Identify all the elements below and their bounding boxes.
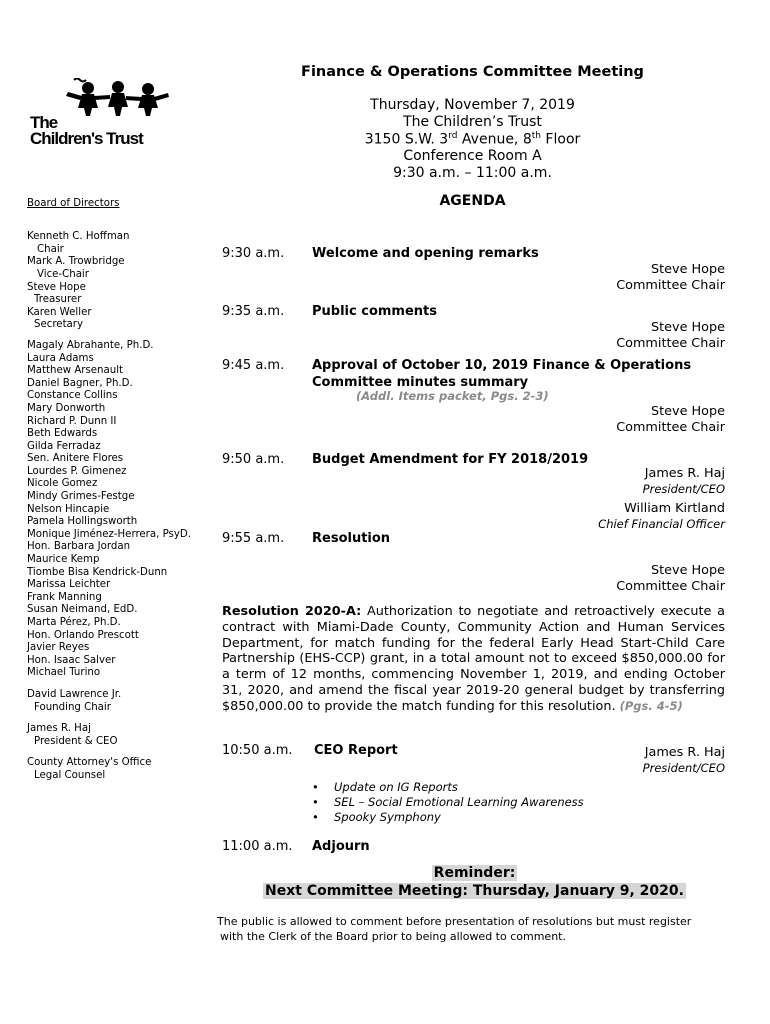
officer-name: Karen Weller <box>27 306 92 318</box>
board-member: Javier Reyes <box>27 642 90 654</box>
childrens-trust-logo <box>30 78 170 150</box>
agenda-item-title: Public comments <box>312 304 437 319</box>
board-member: Monique Jiménez-Herrera, PsyD. <box>27 528 191 540</box>
founding-name: David Lawrence Jr. <box>27 688 122 700</box>
counsel-role: Legal Counsel <box>34 769 106 781</box>
officer-name: Mark A. Trowbridge <box>27 256 125 268</box>
agenda-heading: AGENDA <box>439 193 506 209</box>
board-member: Richard P. Dunn II <box>27 415 117 427</box>
board-member: Hon. Isaac Salver <box>27 654 116 666</box>
members-list <box>27 340 212 680</box>
agenda-item-title: Adjourn <box>312 839 370 854</box>
board-member: Hon. Barbara Jordan <box>27 541 131 553</box>
board-member: Pamela Hollingsworth <box>27 516 138 528</box>
agenda-item-presenter <box>643 466 725 497</box>
presenter-name: Steve Hope <box>651 320 725 335</box>
president-role: President & CEO <box>34 735 118 747</box>
agenda-item-time: 11:00 a.m. <box>222 839 293 854</box>
board-member: Nelson Hincapie <box>27 503 110 515</box>
reminder-heading <box>222 865 727 881</box>
presenter-role: Committee Chair <box>616 419 725 435</box>
agenda-item-title: Budget Amendment for FY 2018/2019 <box>312 452 589 467</box>
board-member: Michael Turino <box>27 667 101 679</box>
presenter-role: Committee Chair <box>616 335 725 351</box>
meeting-address <box>220 131 725 148</box>
logo-text-the: The <box>30 113 58 132</box>
agenda-item-title: CEO Report <box>314 743 398 758</box>
meeting-title: Finance & Operations Committee Meeting <box>301 64 644 80</box>
agenda-item-presenter-2 <box>598 501 725 532</box>
board-member: Susan Neimand, EdD. <box>27 604 138 616</box>
presenter-role: Committee Chair <box>616 277 725 293</box>
founding-role: Founding Chair <box>34 701 111 713</box>
agenda-item-time: 10:50 a.m. <box>222 743 293 758</box>
reminder-label: Reminder: <box>433 865 516 881</box>
resolution-pages: (Pgs. 4-5) <box>619 698 683 713</box>
address-sup: rd <box>448 131 458 141</box>
board-member: Nicole Gomez <box>27 478 98 490</box>
board-member: Magaly Abrahante, Ph.D. <box>27 339 154 351</box>
agenda-item-title: Approval of October 10, 2019 Finance & Operations <box>312 358 692 373</box>
resolution-label: Resolution 2020-A: <box>222 604 362 619</box>
agenda-item-presenter <box>643 745 725 776</box>
address-part: Floor <box>540 131 581 148</box>
footnote-line: The public is allowed to comment before presentation of resolutions but must register <box>217 915 692 928</box>
sidebar-title: Board of Directors <box>27 198 120 209</box>
address-part: 3150 S.W. 3 <box>364 131 449 148</box>
board-member: Gilda Ferradaz <box>27 440 101 452</box>
officer-role: Secretary <box>34 319 84 331</box>
agenda-item-presenter <box>616 320 725 351</box>
board-member: Matthew Arsenault <box>27 365 124 377</box>
presenter-name: William Kirtland <box>624 501 725 516</box>
presenter-name: James R. Haj <box>644 466 725 481</box>
agenda-item-time: 9:30 a.m. <box>222 246 285 261</box>
board-member: Tiombe Bisa Kendrick-Dunn <box>27 566 168 578</box>
officer-role: Vice-Chair <box>37 268 89 280</box>
board-member: Beth Edwards <box>27 428 98 440</box>
bullet-item: • Update on IG Reports <box>312 780 584 795</box>
officer-role: Chair <box>37 243 64 255</box>
board-member: Frank Manning <box>27 591 102 603</box>
counsel-name: County Attorney's Office <box>27 757 152 769</box>
agenda-item-note: (Addl. Items packet, Pgs. 2-3) <box>356 389 549 403</box>
board-member: Sen. Anitere Flores <box>27 453 124 465</box>
agenda-item-presenter <box>616 563 725 594</box>
presenter-role: President/CEO <box>642 481 725 496</box>
meeting-time: 9:30 a.m. – 11:00 a.m. <box>393 165 552 181</box>
ceo-report-bullets <box>312 780 584 825</box>
board-of-directors-sidebar <box>27 198 212 783</box>
agenda-item-time: 9:55 a.m. <box>222 531 285 546</box>
children-figures-icon <box>48 78 188 118</box>
board-member: Constance Collins <box>27 390 118 402</box>
agenda-item-title-cont: Committee minutes summary <box>312 375 529 390</box>
resolution-paragraph <box>222 604 725 715</box>
meeting-date: Thursday, November 7, 2019 <box>370 97 575 113</box>
board-member: Marta Pérez, Ph.D. <box>27 617 121 628</box>
agenda-item-time: 9:45 a.m. <box>222 358 285 373</box>
footnote-line: with the Clerk of the Board prior to being allowed to comment. <box>220 930 566 943</box>
agenda-item-presenter <box>616 262 725 293</box>
next-meeting <box>222 883 727 899</box>
board-member: Laura Adams <box>27 352 94 364</box>
president-name: James R. Haj <box>27 723 91 735</box>
board-member: Hon. Orlando Prescott <box>27 629 139 641</box>
board-member: Maurice Kemp <box>27 554 100 566</box>
board-member: Lourdes P. Gimenez <box>27 465 127 477</box>
meeting-org: The Children’s Trust <box>403 114 542 130</box>
agenda-item-presenter <box>616 404 725 435</box>
public-comment-note <box>217 914 732 944</box>
logo-text-childrens-trust: Children's Trust <box>30 129 143 148</box>
bullet-item: • Spooky Symphony <box>312 810 584 825</box>
presenter-name: James R. Haj <box>644 745 725 760</box>
agenda-item-time: 9:35 a.m. <box>222 304 285 319</box>
agenda-item-title: Welcome and opening remarks <box>312 246 539 261</box>
presenter-role: Committee Chair <box>616 578 725 594</box>
board-member: Mary Donworth <box>27 402 106 414</box>
officer-name: Steve Hope <box>27 281 86 293</box>
officer-role: Treasurer <box>34 294 82 306</box>
board-member: Marissa Leichter <box>27 579 111 591</box>
board-member: Daniel Bagner, Ph.D. <box>27 377 133 389</box>
presenter-role: Chief Financial Officer <box>598 516 725 531</box>
board-member: Mindy Grimes-Festge <box>27 491 135 503</box>
officer-name: Kenneth C. Hoffman <box>27 231 130 243</box>
next-meeting-text: Next Committee Meeting: Thursday, January 9, 2020. <box>265 883 684 899</box>
address-part: Avenue, 8 <box>457 131 532 148</box>
presenter-role: President/CEO <box>642 760 725 775</box>
presenter-name: Steve Hope <box>651 404 725 419</box>
meeting-room: Conference Room A <box>403 148 542 164</box>
agenda-item-time: 9:50 a.m. <box>222 452 285 467</box>
presenter-name: Steve Hope <box>651 262 725 277</box>
resolution-text: Authorization to negotiate and retroactively execute a contract with Miami-Dade County, Community Action and Human Services Department, for match funding for the federal Early Head Start-Child Care Partnership (EHS-CCP) grant, in a total amount not to exceed $850,000.00 for a term of 12 months, commencing November 1, 2019, and ending October 31, 2020, and amend the fiscal year 2019-20 general budget by transferring $850,000.00 to provide the match funding for this resolution. <box>222 604 725 714</box>
agenda-item-title: Resolution <box>312 531 391 546</box>
presenter-name: Steve Hope <box>651 563 725 578</box>
bullet-item: • SEL – Social Emotional Learning Awareness <box>312 795 584 810</box>
address-sup: th <box>531 131 541 141</box>
